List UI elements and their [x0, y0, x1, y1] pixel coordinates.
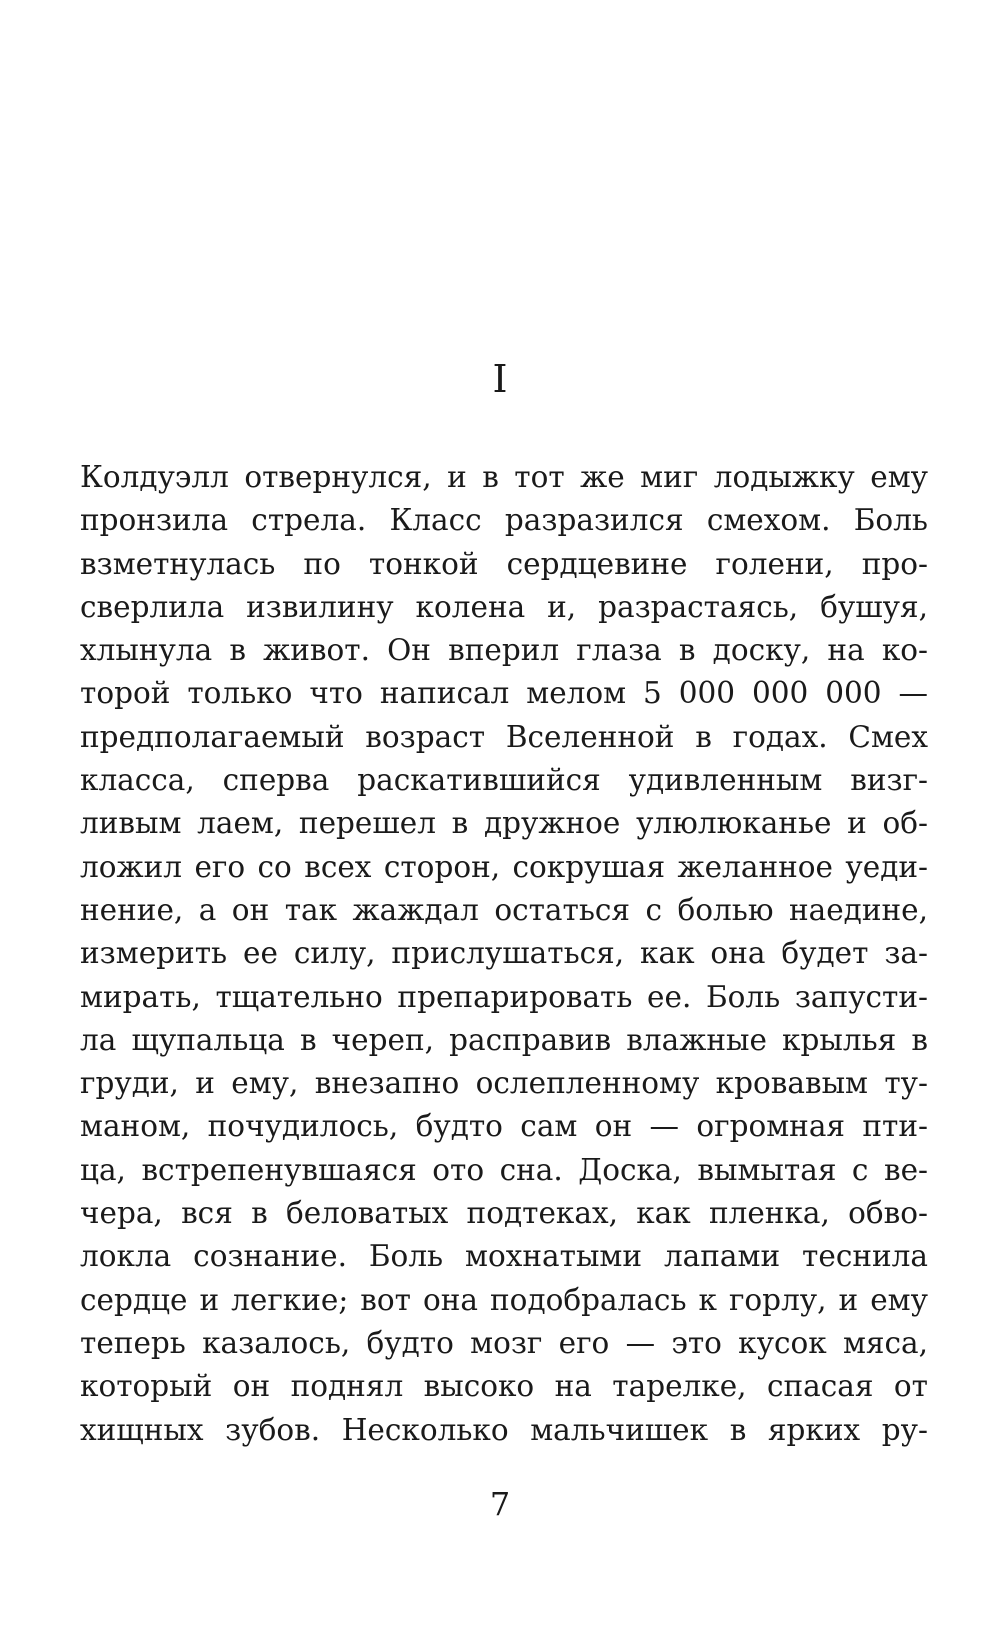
text-line: который он поднял высоко на тарелке, спасая от: [80, 1369, 928, 1404]
text-line: ложил его со всех сторон, сокрушая желанное уеди-: [80, 849, 928, 884]
text-line: мирать, тщательно препарировать ее. Боль запусти-: [80, 979, 928, 1014]
text-line: маном, почудилось, будто сам он — огромная пти-: [80, 1109, 928, 1144]
page-number: 7: [489, 1485, 511, 1523]
text-line: хлынула в живот. Он вперил глаза в доску, на ко-: [80, 633, 928, 668]
text-line: пронзила стрела. Класс разразился смехом. Боль: [80, 503, 928, 538]
text-line: локла сознание. Боль мохнатыми лапами теснила: [80, 1239, 928, 1274]
chapter-heading: I: [492, 357, 508, 401]
body-text: [80, 456, 928, 1452]
text-line: сверлила извилину колена и, разрастаясь, бушуя,: [80, 589, 928, 624]
text-line: торой только что написал мелом 5 000 000 000 —: [80, 676, 928, 711]
text-line: предполагаемый возраст Вселенной в годах. Смех: [80, 719, 928, 754]
text-line: взметнулась по тонкой сердцевине голени, про-: [80, 546, 928, 581]
text-line: ца, встрепенувшаяся ото сна. Доска, вымытая с ве-: [80, 1152, 928, 1187]
text-line: измерить ее силу, прислушаться, как она будет за-: [80, 936, 928, 971]
text-line: Колдуэлл отвернулся, и в тот же миг лодыжку ему: [80, 460, 928, 494]
text-line: сердце и легкие; вот она подобралась к горлу, и ему: [80, 1282, 928, 1317]
text-line: класса, сперва раскатившийся удивленным визг-: [80, 763, 928, 798]
text-line: хищных зубов. Несколько мальчишек в ярких ру-: [80, 1412, 928, 1447]
text-line: нение, а он так жаждал остаться с болью наедине,: [80, 892, 928, 927]
text-line: груди, и ему, внезапно ослепленному кровавым ту-: [80, 1066, 928, 1101]
text-line: чера, вся в беловатых подтеках, как пленка, обво-: [80, 1196, 928, 1231]
text-line: теперь казалось, будто мозг его — это кусок мяса,: [80, 1325, 928, 1360]
text-line: ливым лаем, перешел в дружное улюлюканье и об-: [80, 806, 928, 841]
text-line: ла щупальца в череп, расправив влажные крылья в: [80, 1022, 928, 1057]
